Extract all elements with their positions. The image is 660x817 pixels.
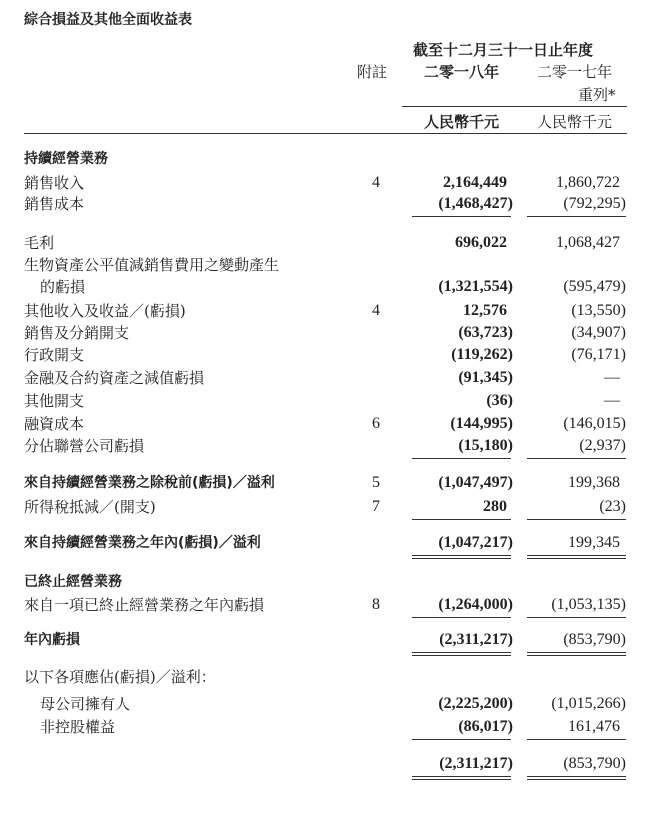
row-label: 生物資產公平值減銷售費用之變動產生 xyxy=(24,256,280,274)
value-2018: (86,017) xyxy=(458,718,513,735)
value-2017: (1,053,135) xyxy=(551,596,626,613)
row-label: 的虧損 xyxy=(40,278,86,296)
table-top-divider xyxy=(24,133,627,134)
row-label: 銷售成本 xyxy=(24,195,85,213)
year-2018-header: 二零一八年 xyxy=(424,63,500,81)
value-2017: (853,790) xyxy=(563,631,626,648)
value-2018: (63,723) xyxy=(458,324,513,341)
value-2018: (1,321,554) xyxy=(438,278,513,295)
note-column-header: 附註 xyxy=(357,63,388,81)
single-underline xyxy=(412,458,511,459)
value-2017: (13,550) xyxy=(571,302,626,319)
row-note: 8 xyxy=(372,596,380,613)
row-label: 以下各項應佔(虧損)／溢利： xyxy=(24,668,216,686)
value-2018: 696,022 xyxy=(455,234,507,251)
row-label: 其他開支 xyxy=(24,392,85,410)
row-note: 4 xyxy=(372,302,380,319)
value-2018: (15,180) xyxy=(458,437,513,454)
value-2017: 1,068,427 xyxy=(556,234,620,251)
value-2018: (1,264,000) xyxy=(438,596,513,613)
single-underline xyxy=(527,216,626,217)
value-2017: (76,171) xyxy=(571,346,626,363)
period-header: 截至十二月三十一日止年度 xyxy=(413,41,594,59)
unit-2018-header: 人民幣千元 xyxy=(424,113,500,131)
single-underline xyxy=(527,617,626,618)
single-underline xyxy=(412,216,511,217)
row-label: 融資成本 xyxy=(24,415,85,433)
value-2018: 12,576 xyxy=(463,302,507,319)
value-2018: (2,311,217) xyxy=(439,631,513,648)
value-2017: 199,368 xyxy=(568,474,620,491)
value-2017: (34,907) xyxy=(571,324,626,341)
row-label: 已終止經營業務 xyxy=(24,574,122,590)
header-divider xyxy=(402,106,627,107)
double-underline xyxy=(527,555,626,559)
row-label: 來自持續經營業務之年內(虧損)／溢利 xyxy=(24,535,261,551)
unit-2017-header: 人民幣千元 xyxy=(537,113,613,131)
value-2018: (91,345) xyxy=(458,369,513,386)
value-2017: (2,937) xyxy=(579,437,626,454)
single-underline xyxy=(527,458,626,459)
value-2017: (792,295) xyxy=(563,195,626,212)
value-2018: (2,311,217) xyxy=(439,755,513,772)
year-2017-header: 二零一七年 xyxy=(537,63,613,81)
double-underline xyxy=(412,652,511,656)
row-label: 銷售及分銷開支 xyxy=(24,324,130,342)
row-label: 持續經營業務 xyxy=(24,151,108,167)
single-underline xyxy=(412,739,511,740)
single-underline xyxy=(412,617,511,618)
row-note: 6 xyxy=(372,415,380,432)
single-underline xyxy=(527,739,626,740)
value-2017: (146,015) xyxy=(563,415,626,432)
row-label: 銷售收入 xyxy=(24,174,85,192)
value-2017: 1,860,722 xyxy=(556,174,620,191)
row-label: 行政開支 xyxy=(24,346,85,364)
row-note: 4 xyxy=(372,174,380,191)
row-label: 來自持續經營業務之除稅前(虧損)／溢利 xyxy=(24,475,275,491)
value-2018: (119,262) xyxy=(451,346,513,363)
value-2018: (2,225,200) xyxy=(438,695,513,712)
value-2018: 2,164,449 xyxy=(443,174,507,191)
row-label: 所得稅抵減／(開支) xyxy=(24,498,156,516)
value-2017: (853,790) xyxy=(563,755,626,772)
value-2018: (144,995) xyxy=(450,415,513,432)
value-2018: (1,047,497) xyxy=(438,474,513,491)
row-label: 毛利 xyxy=(24,234,55,252)
row-label: 金融及合約資產之減值虧損 xyxy=(24,369,205,387)
value-2017: (595,479) xyxy=(563,278,626,295)
value-2017: 199,345 xyxy=(568,534,620,551)
single-underline xyxy=(412,519,511,520)
row-label: 來自一項已終止經營業務之年內虧損 xyxy=(24,596,265,614)
double-underline xyxy=(527,776,626,780)
row-note: 7 xyxy=(372,498,380,515)
row-note: 5 xyxy=(372,474,380,491)
double-underline xyxy=(412,555,511,559)
row-label: 分佔聯營公司虧損 xyxy=(24,437,145,455)
value-2018: (1,047,217) xyxy=(438,534,513,551)
value-2018: (1,468,427) xyxy=(438,195,513,212)
single-underline xyxy=(527,519,626,520)
value-2017: 161,476 xyxy=(568,718,620,735)
value-2017: (23) xyxy=(599,498,626,515)
row-label: 非控股權益 xyxy=(40,718,116,736)
restated-label: 重列* xyxy=(578,86,616,104)
double-underline xyxy=(412,776,511,780)
value-2017: (1,015,266) xyxy=(551,695,626,712)
value-2018: (36) xyxy=(486,392,513,409)
row-label: 母公司擁有人 xyxy=(40,695,131,713)
statement-title: 綜合損益及其他全面收益表 xyxy=(24,12,192,28)
value-2017: — xyxy=(604,392,620,409)
double-underline xyxy=(527,652,626,656)
value-2017: — xyxy=(604,369,620,386)
row-label: 其他收入及收益／(虧損) xyxy=(24,302,186,320)
row-label: 年內虧損 xyxy=(24,632,80,648)
value-2018: 280 xyxy=(483,498,507,515)
